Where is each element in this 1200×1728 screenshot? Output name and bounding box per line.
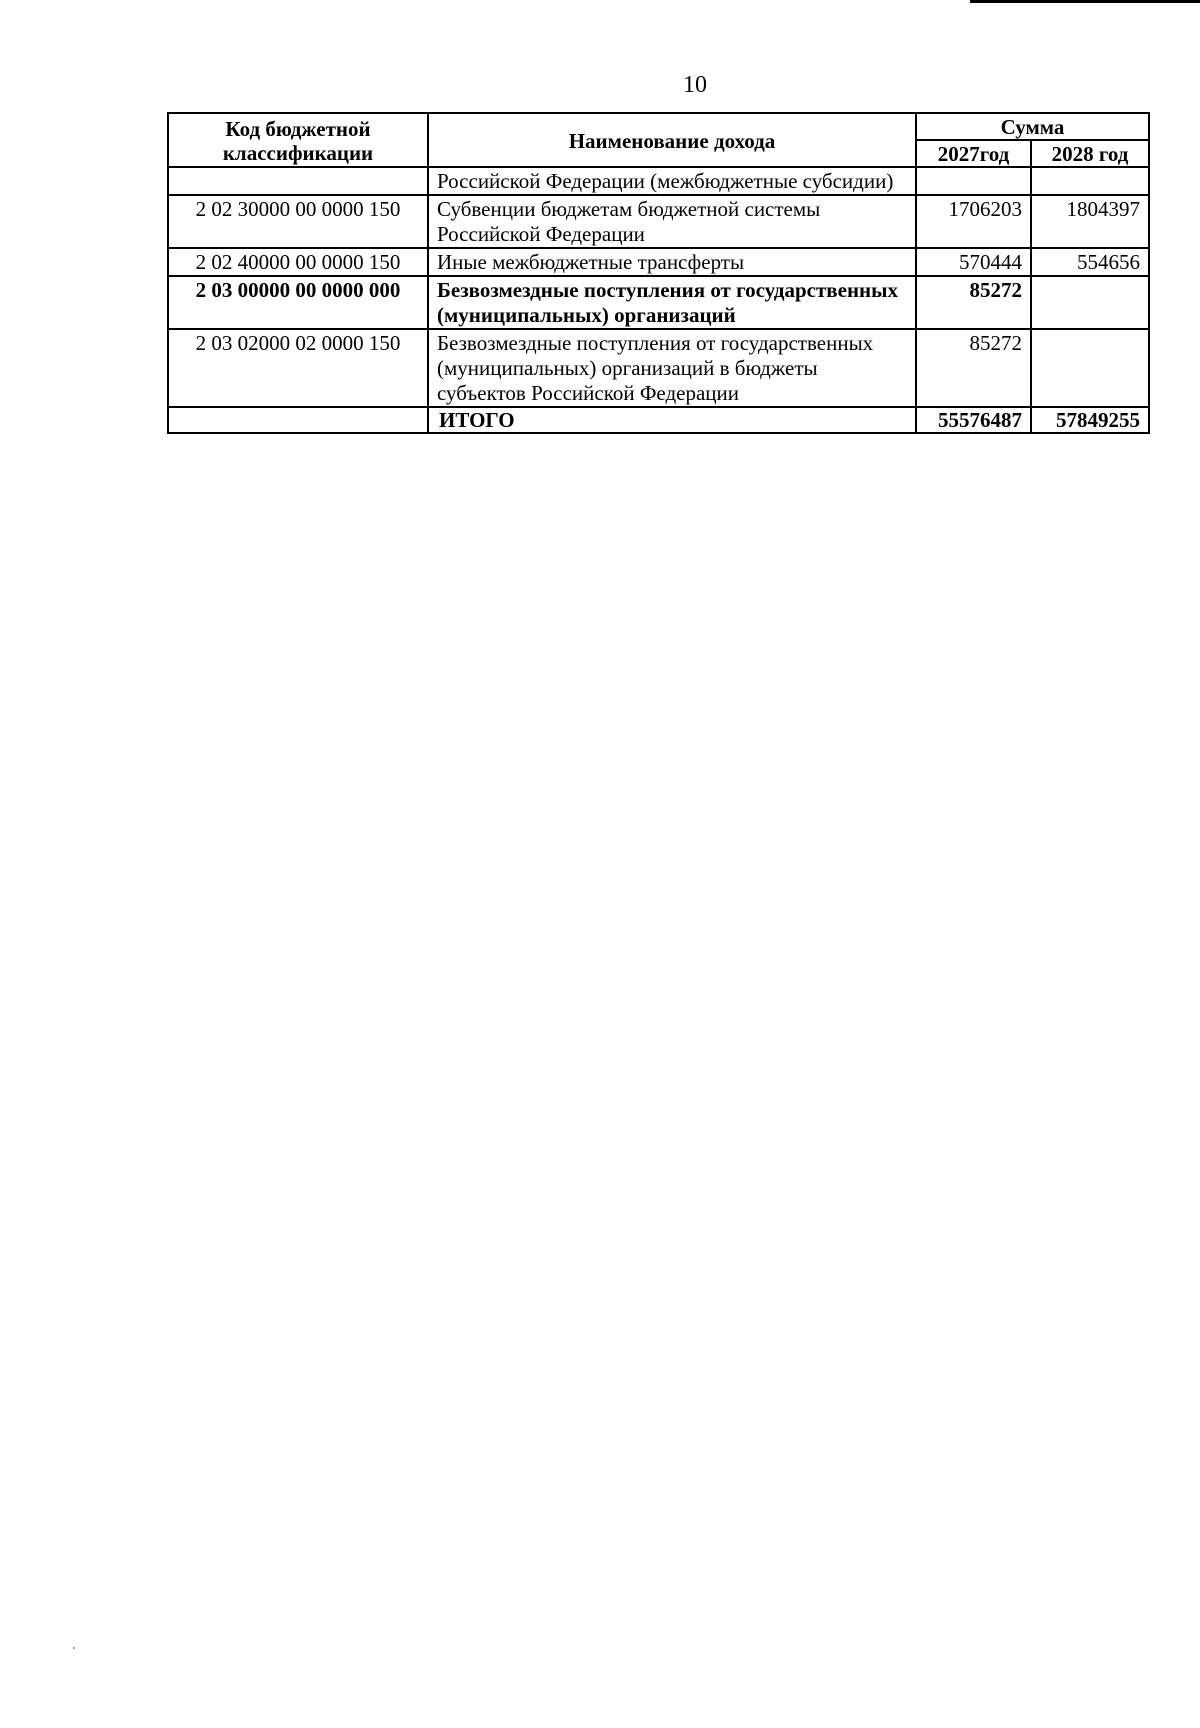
row-name: Безвозмездные поступления от государственных (муниципальных) организаций в бюджеты субъектов Российской Федерации — [428, 329, 916, 407]
total-row — [168, 407, 1149, 433]
header-code: Код бюджетной классификации — [168, 113, 428, 167]
row-amount-2027: 85272 — [916, 276, 1031, 329]
table-row — [168, 329, 1149, 407]
page-number: 10 — [683, 72, 707, 98]
row-code: 2 03 00000 00 0000 000 — [168, 276, 428, 329]
header-year-2027: 2027год — [916, 140, 1031, 167]
total-amount-2028: 57849255 — [1031, 407, 1149, 433]
row-amount-2028 — [1031, 329, 1149, 407]
total-code — [168, 407, 428, 433]
row-amount-2028: 554656 — [1031, 248, 1149, 276]
row-name: Иные межбюджетные трансферты — [428, 248, 916, 276]
header-name: Наименование дохода — [428, 113, 916, 167]
header-year-2028: 2028 год — [1031, 140, 1149, 167]
row-code: 2 02 30000 00 0000 150 — [168, 195, 428, 248]
revenue-table — [167, 112, 1150, 434]
total-amount-2027: 55576487 — [916, 407, 1031, 433]
table-row — [168, 248, 1149, 276]
header-sum: Сумма — [916, 113, 1149, 140]
table-row — [168, 195, 1149, 248]
total-label: ИТОГО — [428, 407, 916, 433]
row-name: Российской Федерации (межбюджетные субсидии) — [428, 167, 916, 195]
row-code: 2 02 40000 00 0000 150 — [168, 248, 428, 276]
scan-top-edge-line — [970, 0, 1200, 3]
row-name: Субвенции бюджетам бюджетной системы Российской Федерации — [428, 195, 916, 248]
row-amount-2028 — [1031, 167, 1149, 195]
table-row-bold — [168, 276, 1149, 329]
row-amount-2027 — [916, 167, 1031, 195]
row-amount-2027: 570444 — [916, 248, 1031, 276]
row-code: 2 03 02000 02 0000 150 — [168, 329, 428, 407]
row-amount-2028 — [1031, 276, 1149, 329]
table-row — [168, 167, 1149, 195]
row-amount-2027: 85272 — [916, 329, 1031, 407]
row-amount-2027: 1706203 — [916, 195, 1031, 248]
scan-speck — [73, 1647, 75, 1649]
row-name: Безвозмездные поступления от государственных (муниципальных) организаций — [428, 276, 916, 329]
row-code — [168, 167, 428, 195]
row-amount-2028: 1804397 — [1031, 195, 1149, 248]
